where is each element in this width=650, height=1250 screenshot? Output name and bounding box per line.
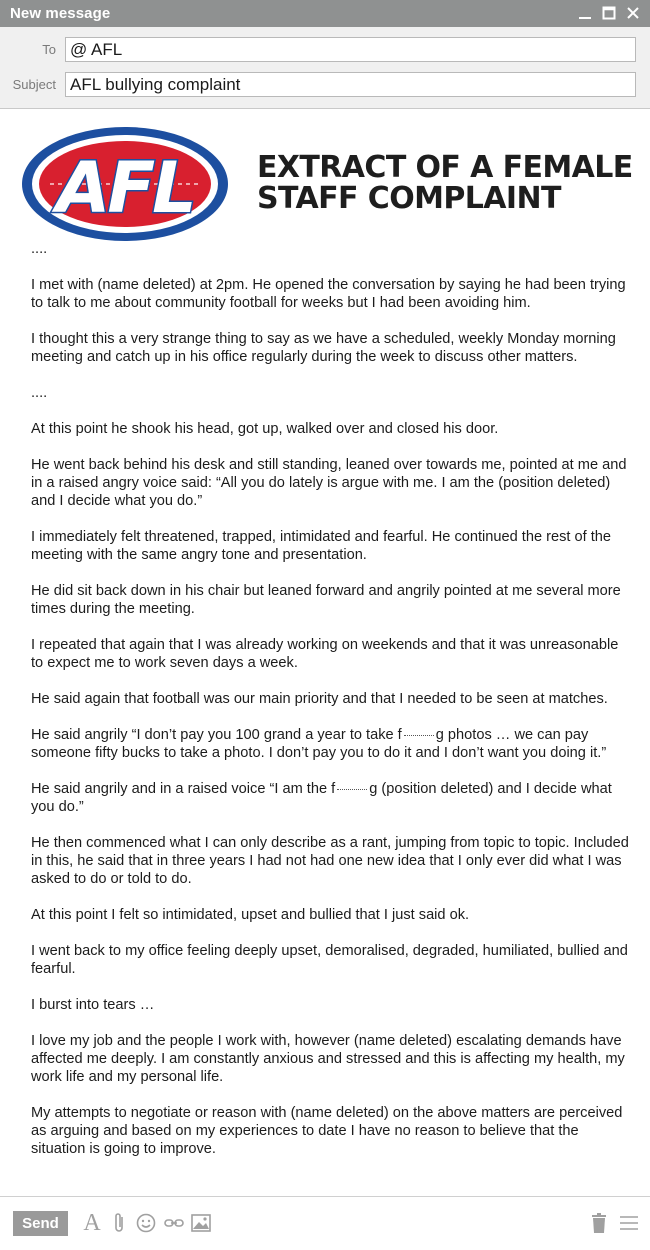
paragraph: I repeated that again that I was already working on weekends and that it was unreasonable to expect me to work seven days a week. (31, 637, 619, 671)
paragraph: I met with (name deleted) at 2pm. He opened the conversation by saying he had been trying to talk to me about community football for weeks but I had been avoiding him. (31, 277, 626, 311)
censor-dots (404, 735, 434, 736)
compose-header (0, 27, 650, 109)
headline-line-1: EXTRACT OF A FEMALE (257, 150, 633, 185)
quote-text-before: He said angrily “I don’t pay you 100 grand a year to take f (31, 727, 402, 743)
emoji-icon[interactable] (135, 1210, 157, 1236)
paragraph: I burst into tears … (31, 997, 155, 1013)
trash-icon[interactable] (590, 1210, 608, 1236)
quote-text-after: g (position deleted) and I decide what you do.” (31, 781, 612, 815)
window-controls (576, 3, 642, 23)
paragraph: I immediately felt threatened, trapped, intimidated and fearful. He continued the rest of the meeting with the same angry tone and presentation. (31, 529, 612, 563)
paragraph: .... (31, 385, 48, 401)
paragraph: At this point he shook his head, got up, walked over and closed his door. (31, 421, 499, 437)
paragraph: At this point I felt so intimidated, upset and bullied that I just said ok. (31, 907, 470, 923)
quote-text-before: He said angrily and in a raised voice “I am the f (31, 781, 336, 797)
paragraph: I love my job and the people I work with, however (name deleted) escalating demands have affected me deeply. I am constantly anxious and stressed and this is affecting my health, my work life and my personal life. (31, 1033, 625, 1085)
message-text (31, 240, 631, 1176)
paragraph: He did sit back down in his chair but leaned forward and angrily pointed at me several more times during the meeting. (31, 583, 621, 617)
send-button[interactable]: Send (13, 1211, 68, 1236)
paragraph (31, 780, 631, 816)
compose-toolbar (0, 1196, 650, 1250)
minimize-icon (578, 6, 592, 20)
to-field[interactable]: @ AFL (65, 37, 636, 62)
afl-logo (20, 125, 230, 243)
window-titlebar (0, 0, 650, 27)
maximize-icon (602, 6, 616, 20)
quote-text-after: g photos … we can pay someone fifty bucks to take a photo. I don’t pay you to do it and I don’t want you doing it.” (31, 727, 607, 761)
paragraph (31, 726, 631, 762)
window-title: New message (10, 5, 111, 22)
subject-field[interactable]: AFL bullying complaint (65, 72, 636, 97)
logo-lettering: AFL (56, 147, 194, 229)
to-label: To (42, 42, 56, 57)
paragraph: He then commenced what I can only describe as a rant, jumping from topic to topic. Included in this, he said that in three years I had not had one new idea that I only ever did what I was asked to do or told to do. (31, 835, 629, 887)
format-text-icon[interactable]: A (83, 1209, 101, 1236)
censor-dots (337, 789, 367, 790)
subject-label: Subject (12, 77, 56, 92)
menu-icon[interactable] (619, 1210, 639, 1236)
image-icon[interactable] (190, 1210, 212, 1236)
paragraph: .... (31, 241, 48, 257)
paragraph: My attempts to negotiate or reason with (name deleted) on the above matters are perceived as arguing and based on my experiences to date I have no reason to believe that the situation is going to improve. (31, 1105, 623, 1157)
paragraph: He said again that football was our main priority and that I needed to be seen at matches. (31, 691, 608, 707)
paragraph: He went back behind his desk and still standing, leaned over towards me, pointed at me and in a raised angry voice said: “All you do lately is argue with me. I am the (position deleted) and I decide what you do.” (31, 457, 627, 509)
attach-icon[interactable] (110, 1210, 128, 1236)
maximize-button[interactable] (600, 3, 618, 23)
paragraph: I went back to my office feeling deeply upset, demoralised, degraded, humiliated, bullied and fearful. (31, 943, 628, 977)
to-row (0, 37, 650, 63)
headline-line-2: STAFF COMPLAINT (257, 181, 561, 216)
minimize-button[interactable] (576, 3, 594, 23)
link-icon[interactable] (163, 1210, 185, 1236)
headline (257, 152, 637, 214)
paragraph: I thought this a very strange thing to say as we have a scheduled, weekly Monday morning meeting and catch up in his office regularly during the week to discuss other matters. (31, 331, 616, 365)
subject-row (0, 72, 650, 98)
message-body[interactable] (0, 110, 650, 1196)
close-button[interactable] (624, 3, 642, 23)
close-icon (626, 6, 640, 20)
